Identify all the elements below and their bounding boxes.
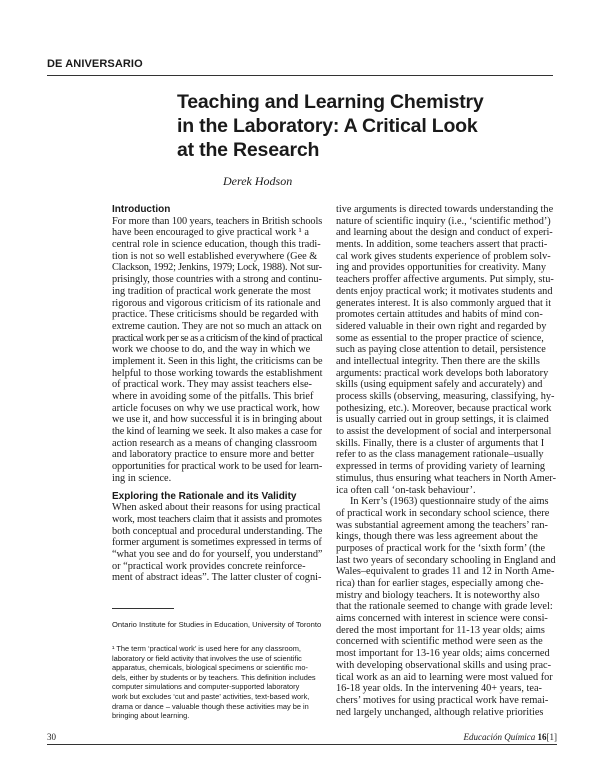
text-line: tion is not so well established everywhere (Gee & bbox=[112, 250, 318, 262]
text-line: ment of abstract ideas”. The latter cluster of cogni- bbox=[112, 572, 322, 584]
text-line: have been encouraged to give practical work ¹ a bbox=[112, 227, 309, 239]
text-line: ing tradition of practical work generate the most bbox=[112, 285, 311, 297]
text-line: practical work per se as a criticism of the kind of practical bbox=[112, 332, 323, 344]
journal-issue: [1] bbox=[546, 732, 557, 742]
text-line: the kind of learning we seek. It also makes a case for bbox=[112, 426, 322, 438]
text-line: sidered valuable in their own right and regarded by bbox=[336, 320, 547, 332]
text-line: In Kerr’s (1963) questionnaire study of the aims bbox=[350, 496, 549, 508]
text-line: pothesizing, etc.). Moreover, because practical work bbox=[336, 402, 552, 414]
text-line: article focuses on why we use practical work, how bbox=[112, 402, 320, 414]
text-line: purposes of practical work for the ‘sixth form’ (the bbox=[336, 542, 546, 554]
text-line: refer to as the class management rationale–usually bbox=[336, 449, 544, 461]
article-title bbox=[177, 90, 557, 162]
text-line: implement it. Seen in this light, the criticisms can be bbox=[112, 355, 323, 367]
title-line: at the Research bbox=[177, 139, 320, 161]
section-heading: Exploring the Rationale and its Validity bbox=[112, 490, 297, 502]
text-line: arguments: practical work develops both laboratory bbox=[336, 367, 549, 379]
text-line: skills (using equipment safely and accurately) and bbox=[336, 379, 543, 391]
author-affiliation: Ontario Institute for Studies in Education, University of Toronto bbox=[112, 620, 322, 629]
text-line: ing in science. bbox=[112, 472, 172, 484]
journal-volume: 16 bbox=[537, 732, 547, 742]
text-line: and laboratory practice to ensure more and better bbox=[112, 449, 315, 461]
journal-name: Educación Química bbox=[463, 732, 536, 742]
text-line: ments. In addition, some teachers assert that practi- bbox=[336, 239, 548, 251]
text-line: and learning about the design and conduct of experi- bbox=[336, 227, 553, 239]
footnote-line: bringing about learning. bbox=[112, 711, 190, 721]
text-line: work we choose to do, and the way in which we bbox=[112, 344, 311, 356]
journal-citation bbox=[464, 732, 557, 742]
text-line: that the rationale seemed to change with grade level: bbox=[336, 601, 553, 613]
footnote-line: laboratory or field activity that involves the use of scientific bbox=[112, 653, 302, 663]
text-line: opportunities for practical work to be used for learn- bbox=[112, 461, 323, 473]
text-line: was substantial agreement among the teachers’ ran- bbox=[336, 519, 548, 531]
footnote-line: ¹ The term ‘practical work’ is used here for any classroom, bbox=[112, 644, 301, 653]
footnote-line: drama or dance – valuable though these activities may be in bbox=[112, 701, 309, 711]
text-line: prisingly, those countries with a strong and continu- bbox=[112, 274, 322, 286]
text-line: skills. Finally, there is a cluster of arguments that I bbox=[336, 437, 545, 449]
footnote-rule bbox=[112, 608, 174, 609]
footnote-line: apparatus, chemicals, biological specimens or scientific mo- bbox=[112, 663, 308, 673]
text-line: such as paying close attention to detail, persistence bbox=[336, 344, 546, 356]
footnote-line: work but excludes ‘cut and paste’ activities, text-based work, bbox=[112, 691, 310, 701]
text-line: some as essential to the proper practice of science, bbox=[336, 332, 544, 344]
text-line: kings, though there was less agreement about the bbox=[336, 531, 538, 543]
text-line: to assist the development of social and interpersonal bbox=[336, 426, 552, 438]
text-line: teachers proffer affective arguments. Put simply, stu- bbox=[336, 274, 554, 286]
text-line: both conceptual and procedural understanding. The bbox=[112, 525, 323, 537]
section-heading: Introduction bbox=[112, 204, 171, 215]
title-line: in the Laboratory: A Critical Look bbox=[177, 115, 478, 137]
text-line: where in avoiding some of the pitfalls. This brief bbox=[112, 391, 314, 402]
text-line: we use it, and how successful it is in bringing about bbox=[112, 414, 323, 426]
text-line: of practical work. They may assist teachers else- bbox=[112, 379, 312, 391]
footnote-line: computer simulations and computer-supported laboratory bbox=[112, 682, 300, 692]
footnote bbox=[112, 644, 327, 721]
text-line: rigorous and vigorous criticism of its rationale and bbox=[112, 297, 321, 309]
text-line: mistry and biology teachers. It is noteworthy also bbox=[336, 589, 540, 601]
text-line: cal work gives students experience of problem solv- bbox=[336, 250, 551, 262]
page-number: 30 bbox=[47, 732, 56, 742]
footer-rule bbox=[47, 744, 557, 745]
text-line: For more than 100 years, teachers in British schools bbox=[112, 215, 323, 227]
text-line: Clackson, 1992; Jenkins, 1979; Lock, 1988). Not sur- bbox=[112, 262, 322, 274]
text-line: ing and provides opportunities for creativity. Many bbox=[336, 262, 547, 274]
footnote-line: dels, either by students or by teachers. This definition includes bbox=[112, 672, 316, 682]
text-line: aims concerned with interest in science were consi- bbox=[336, 613, 548, 625]
title-line: Teaching and Learning Chemistry bbox=[177, 91, 484, 113]
header-rule bbox=[47, 75, 553, 76]
text-line: dered the most important for 11-13 year olds; aims bbox=[336, 624, 545, 636]
text-line: 16-18 year olds. In the intervening 40+ years, tea- bbox=[336, 683, 542, 695]
text-line: central role in science education, though this tradi- bbox=[112, 239, 321, 251]
text-line: tive arguments is directed towards understanding the bbox=[336, 204, 554, 215]
text-line: helpful to those working towards the establishment bbox=[112, 367, 323, 379]
text-line: former argument is sometimes expressed in terms of bbox=[112, 537, 322, 549]
text-line: When asked about their reasons for using practical bbox=[112, 502, 321, 514]
text-line: process skills (observing, measuring, classifying, hy- bbox=[336, 391, 555, 402]
text-line: concerned with scientific method were seen as the bbox=[336, 636, 543, 648]
text-line: practice. These criticisms should be regarded with bbox=[112, 309, 319, 321]
text-line: and intellectual integrity. Then there are the skills bbox=[336, 355, 540, 367]
text-line: work, most teachers claim that it assists and promotes bbox=[112, 513, 322, 525]
left-text-column bbox=[112, 204, 322, 584]
text-line: last two years of secondary schooling in England and bbox=[336, 554, 556, 566]
text-line: with developing observational skills and using prac- bbox=[336, 659, 552, 671]
text-line: promotes certain attitudes and habits of mind con- bbox=[336, 309, 543, 321]
text-line: dents enjoy practical work; it motivates students and bbox=[336, 285, 553, 297]
right-text-column bbox=[336, 204, 557, 718]
text-line: nature of scientific inquiry (i.e., ‘scientific method’) bbox=[336, 215, 551, 227]
text-line: ica often call ‘on-task behaviour’. bbox=[336, 484, 476, 496]
text-line: rica) than for earlier stages, especially among che- bbox=[336, 578, 544, 589]
text-line: ned largely unchanged, although relative priorities bbox=[336, 706, 544, 718]
text-line: generates interest. It is also commonly argued that it bbox=[336, 297, 552, 309]
text-line: action research as a means of changing classroom bbox=[112, 437, 317, 449]
text-line: of practical work in secondary school science, there bbox=[336, 507, 550, 519]
text-line: “what you see and do for yourself, you understand” bbox=[112, 548, 323, 560]
text-line: Wales–equivalent to grades 11 and 12 in North Ame- bbox=[336, 566, 555, 578]
section-label: DE ANIVERSARIO bbox=[47, 58, 143, 70]
text-line: or “practical work provides concrete reinforce- bbox=[112, 560, 306, 572]
text-line: extreme caution. They are not so much an attack on bbox=[112, 320, 322, 332]
article-author: Derek Hodson bbox=[223, 174, 293, 188]
text-line: tical work as an aid to learning were most valued for bbox=[336, 671, 553, 683]
text-line: chers’ motives for using practical work have remai- bbox=[336, 694, 549, 706]
text-line: most important for 13-16 year olds; aims concerned bbox=[336, 648, 550, 660]
text-line: stimulus, thus ensuring what teachers in North Amer- bbox=[336, 472, 556, 484]
text-line: expressed in terms of providing variety of learning bbox=[336, 461, 546, 473]
text-line: is usually carried out in group settings, it is claimed bbox=[336, 414, 549, 426]
